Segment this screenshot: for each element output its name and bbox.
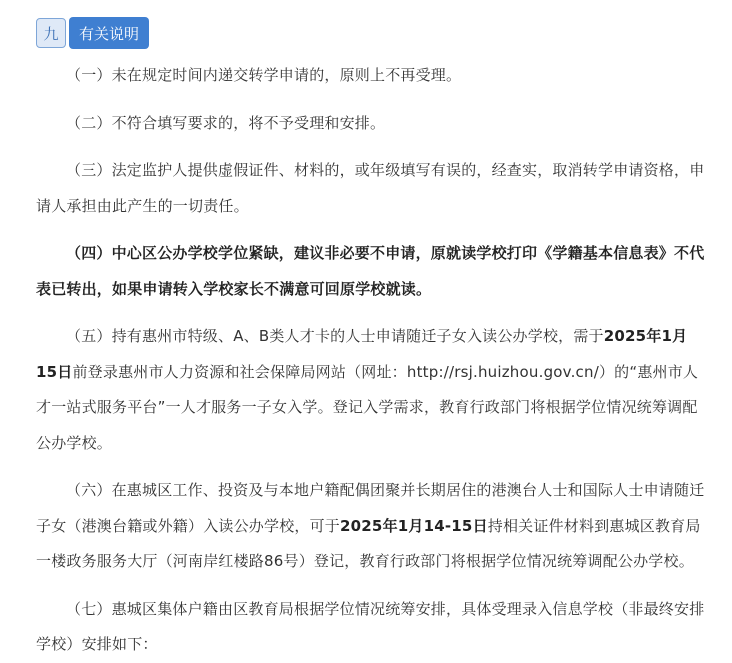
section-header <box>36 16 706 50</box>
paragraph-6-text-c: 持相关证件材料到惠城区教育局一楼政务服务大厅（河南岸红楼路86号）登记，教育行政部门将根据学位情况统筹调配公办学校。 <box>36 516 701 570</box>
paragraph-5 <box>36 319 706 461</box>
paragraph-5-deadline: 2025年1月15日 <box>36 327 688 381</box>
section-title-badge: 有关说明 <box>69 17 149 49</box>
paragraph-7: （七）惠城区集体户籍由区教育局根据学位情况统筹安排，具体受理录入信息学校（非最终安排学校）安排如下： <box>36 599 705 653</box>
paragraph-1: （一）未在规定时间内递交转学申请的，原则上不再受理。 <box>66 66 462 84</box>
paragraph-6-dates: 2025年1月14-15日 <box>340 516 488 535</box>
paragraph-3: （三）法定监护人提供虚假证件、材料的，或年级填写有误的，经查实，取消转学申请资格，申请人承担由此产生的一切责任。 <box>36 161 705 215</box>
paragraph-5-text-a: （五）持有惠州市特级、A、B类人才卡的人士申请随迁子女入读公办学校，需于 <box>66 327 604 345</box>
paragraph-5-text-c: 前登录惠州市人力资源和社会保障局网站（网址：http://rsj.huizhou.gov.cn/）的“惠州市人才一站式服务平台”一人才服务一子女入学。登记入学需求，教育行政部门将根据学位情况统筹调配公办学校。 <box>36 362 699 452</box>
paragraph-6 <box>36 473 706 580</box>
paragraph-2: （二）不符合填写要求的，将不予受理和安排。 <box>66 113 386 132</box>
paragraph-4: （四）中心区公办学校学位紧缺，建议非必要不申请，原就读学校打印《学籍基本信息表》不代表已转出，如果申请转入学校家长不满意可回原学校就读。 <box>36 244 705 298</box>
paragraph-6-text-a: （六）在惠城区工作、投资及与本地户籍配偶团聚并长期居住的港澳台人士和国际人士申请随迁子女（港澳台籍或外籍）入读公办学校，可于 <box>36 481 705 535</box>
section-number-badge: 九 <box>36 18 66 48</box>
